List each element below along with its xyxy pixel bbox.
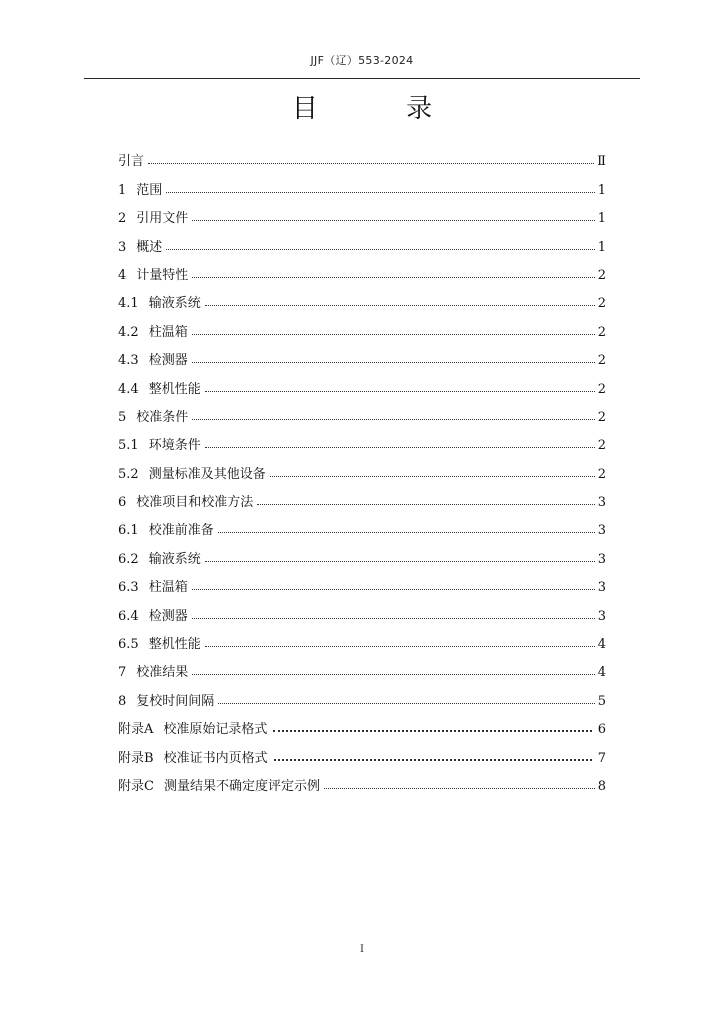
- toc-entry-page: 7: [597, 750, 606, 766]
- toc-leader-dots: [192, 617, 595, 619]
- toc-entry-label: 环境条件: [148, 438, 201, 454]
- toc-leader-dots: [192, 276, 594, 278]
- toc-leader-dots: [218, 702, 594, 704]
- toc-entry-page: 2: [597, 409, 606, 425]
- toc-leader-dots: [192, 333, 595, 335]
- toc-leader-dots: [218, 531, 595, 533]
- toc-entry[interactable]: [118, 141, 606, 169]
- toc-entry-label: 测量结果不确定度评定示例: [163, 778, 320, 794]
- toc-entry-page: 2: [597, 353, 606, 369]
- toc-entry-page: 3: [597, 495, 606, 511]
- toc-entry-number: 5.2: [118, 466, 139, 482]
- toc-entry-page: 2: [597, 381, 606, 397]
- header-rule: [84, 78, 640, 79]
- toc-entry-page: 4: [597, 637, 606, 653]
- toc-entry[interactable]: [118, 680, 606, 708]
- toc-entry-label: 概述: [136, 239, 163, 255]
- toc-entry-number: 6.2: [118, 551, 139, 567]
- toc-entry-label: 校准前准备: [148, 523, 214, 539]
- toc-entry-label: 校准条件: [136, 409, 189, 425]
- table-of-contents: [118, 141, 606, 794]
- toc-entry-label: 校准证书内页格式: [163, 750, 268, 766]
- toc-entry[interactable]: [118, 340, 606, 368]
- toc-entry-number: 6.4: [118, 608, 139, 624]
- toc-entry-page: 2: [597, 296, 606, 312]
- toc-leader-dots: [274, 758, 592, 761]
- toc-entry[interactable]: [118, 397, 606, 425]
- toc-entry[interactable]: [118, 283, 606, 311]
- toc-entry-number: 7: [118, 665, 127, 681]
- toc-entry-label: 校准项目和校准方法: [136, 495, 254, 511]
- toc-entry-number: 附录A: [118, 722, 154, 738]
- toc-entry-number: 4.4: [118, 381, 139, 397]
- toc-entry-number: 6.5: [118, 637, 139, 653]
- toc-entry-page: 3: [597, 523, 606, 539]
- toc-entry-label: 输液系统: [148, 551, 201, 567]
- toc-entry[interactable]: [118, 255, 606, 283]
- toc-entry-page: 8: [597, 778, 606, 794]
- toc-entry-label: 复校时间间隔: [136, 693, 215, 709]
- toc-entry[interactable]: [118, 709, 606, 737]
- toc-entry-number: 5: [118, 409, 127, 425]
- toc-entry-label: 引用文件: [136, 211, 189, 227]
- toc-entry-page: 2: [597, 324, 606, 340]
- toc-entry-page: 1: [597, 182, 606, 198]
- toc-leader-dots: [205, 560, 595, 562]
- toc-entry-number: 4.1: [118, 296, 139, 312]
- toc-leader-dots: [166, 248, 594, 250]
- toc-entry-label: 范围: [136, 182, 163, 198]
- toc-leader-dots: [273, 729, 591, 732]
- toc-entry-label: 检测器: [148, 608, 188, 624]
- toc-leader-dots: [205, 446, 595, 448]
- toc-entry-number: 附录C: [118, 778, 154, 794]
- toc-entry-page: 3: [597, 580, 606, 596]
- toc-entry[interactable]: [118, 425, 606, 453]
- toc-entry-label: 检测器: [148, 353, 188, 369]
- toc-entry-label: 输液系统: [148, 296, 201, 312]
- toc-entry[interactable]: [118, 538, 606, 566]
- toc-entry-page: 2: [597, 267, 606, 283]
- toc-entry[interactable]: [118, 737, 606, 765]
- toc-entry-number: 2: [118, 211, 127, 227]
- toc-entry[interactable]: [118, 198, 606, 226]
- toc-entry-page: 4: [597, 665, 606, 681]
- toc-entry[interactable]: [118, 482, 606, 510]
- toc-leader-dots: [192, 219, 594, 221]
- toc-entry-number: 5.1: [118, 438, 139, 454]
- toc-entry[interactable]: [118, 510, 606, 538]
- toc-entry[interactable]: [118, 169, 606, 197]
- toc-entry-number: 6.3: [118, 580, 139, 596]
- toc-leader-dots: [205, 645, 595, 647]
- toc-leader-dots: [166, 191, 594, 193]
- toc-entry-number: 4.2: [118, 324, 139, 340]
- toc-entry-label: 校准结果: [136, 665, 189, 681]
- toc-entry-page: 2: [597, 466, 606, 482]
- toc-leader-dots: [270, 475, 595, 477]
- toc-entry-number: 1: [118, 182, 127, 198]
- toc-entry[interactable]: [118, 766, 606, 794]
- toc-entry[interactable]: [118, 595, 606, 623]
- toc-entry-number: 8: [118, 693, 127, 709]
- toc-entry[interactable]: [118, 624, 606, 652]
- toc-leader-dots: [205, 390, 595, 392]
- toc-entry[interactable]: [118, 652, 606, 680]
- toc-entry-label: 引言: [118, 154, 145, 170]
- toc-leader-dots: [192, 588, 595, 590]
- toc-entry-number: 附录B: [118, 750, 154, 766]
- toc-entry[interactable]: [118, 567, 606, 595]
- toc-leader-dots: [148, 162, 594, 164]
- toc-entry-page: 3: [597, 608, 606, 624]
- toc-entry-page: Ⅱ: [597, 154, 606, 170]
- toc-leader-dots: [192, 673, 594, 675]
- toc-entry-label: 计量特性: [136, 267, 189, 283]
- toc-entry-page: 3: [597, 551, 606, 567]
- toc-entry-label: 整机性能: [148, 381, 201, 397]
- toc-entry-label: 校准原始记录格式: [163, 722, 268, 738]
- toc-leader-dots: [257, 503, 594, 505]
- toc-entry[interactable]: [118, 311, 606, 339]
- toc-entry-number: 4: [118, 267, 127, 283]
- toc-entry-number: 4.3: [118, 353, 139, 369]
- toc-leader-dots: [205, 304, 595, 306]
- toc-entry-label: 柱温箱: [148, 324, 188, 340]
- toc-entry-page: 6: [597, 722, 606, 738]
- toc-entry-page: 5: [597, 693, 606, 709]
- toc-entry[interactable]: [118, 368, 606, 396]
- toc-entry-page: 2: [597, 438, 606, 454]
- toc-leader-dots: [192, 361, 595, 363]
- page-title: 目 录: [291, 94, 473, 124]
- toc-entry-page: 1: [597, 239, 606, 255]
- toc-entry-page: 1: [597, 211, 606, 227]
- toc-leader-dots: [324, 787, 595, 789]
- toc-entry-label: 测量标准及其他设备: [148, 466, 266, 482]
- toc-entry[interactable]: [118, 226, 606, 254]
- toc-entry-number: 3: [118, 239, 127, 255]
- toc-entry-number: 6: [118, 495, 127, 511]
- toc-entry-label: 柱温箱: [148, 580, 188, 596]
- page-number: I: [360, 944, 364, 955]
- toc-entry-number: 6.1: [118, 523, 139, 539]
- document-code: JJF（辽）553-2024: [310, 54, 414, 67]
- toc-entry[interactable]: [118, 453, 606, 481]
- toc-leader-dots: [192, 418, 594, 420]
- toc-entry-label: 整机性能: [148, 637, 201, 653]
